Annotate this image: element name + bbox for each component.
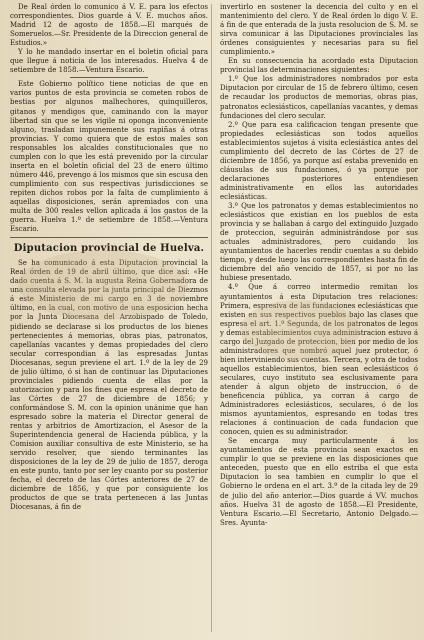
royal-order-closing: De Real órden lo comunico á V. E. para los efectos correspondientes. Dios guarde á V. E. muchos años. Madrid 12 de agosto de 1858.—El marqués de Someruelos.—Sr. Presidente de la Direccion general de Estudios.» [10, 3, 208, 48]
determination-4: 4.º Que á correo intermedio remitan los ayuntamientos á esta Diputacion tres relaciones: Primera, espresiva de las fundaciones eclesiásticas que existen en sus respectivos pueblos bajo las clases que espresa el art. 1.º Segunda, de los patronatos de legos y demas establecimientos cuya administracion estuvo á cargo del Juzgado de proteccion, bien por medio de los administradores que nombró aquel juez protector, ó bien interviniendo sus cuentas. Tercera, y otra de todos aquellos establecimientos, bien sean eclesiásticos ó seculares, cuyo instituto sea esclusivamente para atender á algun objeto de instruccion, ó de beneficencia pública, ya corran á cargo de Administradores eclesiásticos, seculares, ó de los mismos ayuntamientos, espresando en todas tres relaciones á continuacion de cada fundacion que conocen, quien es su administrador. [220, 283, 418, 437]
closing-paragraph: Se encarga muy particularmente á los ayuntamientos de esta provincia sean exactos en cumplir lo que se previene en las disposiciones que anteceden, puesto que en ello estriba el que esta Diputacion lo sea tambien en cumplir lo que el Gobierno le ordena en el art. 3.º de la citada ley de 29 de julio del año anterior.—Dios guarde á VV. muchos años. Huelva 31 de agosto de 1858.—El Presidente, Ventura Escario.—El Secretario, Antonio Delgado.—Sres. Ayunta- [220, 437, 418, 527]
determination-3: 3.º Que los patronatos y demas establecimientos no eclesiásticos que existian en los pueblos de esta provincia y se hallaban á cargo del extinguido Juzgado de proteccion, seguirán administrándose por sus actuales administradores, pero cuidando los ayuntamientos de hacerles rendir cuentas a su debido tiempo, y desde luego las correspondientes hasta fin de diciembre del año vencido de 1857, si por no las hubiese presentado. [220, 202, 418, 283]
royal-order-continued: invertirlo en sostener la decencia del culto y en el mantenimiento del clero. Y de Real órden lo digo V. E. á fin de que enterada de la justa resolucion de S. M. se sirva comunicar á las Diputaciones provinciales las órdenes consiguientes y necesarias para su fiel cumplimiento.» [220, 3, 418, 57]
columns [10, 3, 418, 635]
section-heading: Diputacion provincial de Huelva. [13, 243, 205, 255]
diputacion-royal-order: Se ha comunicado á esta Diputacion provincial la Real órden de 19 de abril último, que dice así: «He dado cuenta á S. M. la augusta Reina Gobernadora de una consulta elevada por la junta principal de Diezmos á este Ministerio de mi cargo en 3 de noviembre último, en la cual, con motivo de una esposicion hecha por la Junta Diocesana del Arzobispado de Toledo, pidiendo se declarase si los productos de los bienes pertenecientes á memorias, obras pias, patronatos, capellanías vacantes y demas propiedades del clero secular correspondian á las espresadas Juntas Diocesanas, segun previene el art. 1.º de la ley de 29 de julio último, ó si han de continuar las Diputaciones provinciales pidiendo cuenta de ellas por la autorizacion y para los fines que espresa el decreto de las Córtes de 27 de diciembre de 1856; y conformándose S. M. con la opinion unánime que han espresado sobre la materia el Director general de rentas y arbitrios de Amortizacion, el Asesor de la Superintendencia general de Hacienda pública, y la Comision auxiliar consultiva de este Ministerio, se ha servido resolver, que siendo terminantes las disposiciones de la ley de 29 de julio de 1857, deroga en este punto, tanto por ser ley cuanto por su posterior fecha, el decreto de las Córtes anteriores de 27 de diciembre de 1856, y que por consiguiente los productos de que se trata pertenecen á las Juntas Diocesanas, á fin de [10, 259, 208, 512]
separator-rule [10, 237, 208, 238]
determinations-intro: En su consecuencia ha acordado esta Diputacion provincial las determinaciones siguientes: [220, 57, 418, 75]
determination-1: 1.º Que los administradores nombrados por esta Diputacion por circular de 15 de febrero último, cesen de recaudar los productos de memorias, obras pias, patronatos eclesiásticos, capellanías vacantes, y demas fundaciones del clero secular. [220, 75, 418, 120]
separator-rule [70, 77, 148, 78]
determination-2: 2.º Que para esa calificacion tengan presente que propiedades eclesiásticas son todos aquellos establecimientos sujetos á visita eclesiástica antes del cumplimiento del decreto de las Córtes de 27 de diciembre de 1856, ya porque así estaba prevenido en cláusulas de sus fundaciones, ó ya porque por declaraciones posteriores entendiesen administrativamente en ellos las autoridades eclesiásticas. [220, 120, 418, 201]
publication-notice: Y lo he mandado insertar en el boletin oficial para que llegue á noticia de los interesados. Huelva 4 de setiembre de 1858.—Ventura Escario. [10, 48, 208, 75]
column-divider [211, 4, 212, 632]
left-column [10, 3, 208, 635]
right-column [220, 3, 418, 635]
robbery-notice: Este Gobierno político tiene noticias de que en varios puntos de esta provincia se cometen robos de bestias por algunos malhechores, quinquilleros, gitanos y mendigos que, caminando con la mayor libertad sin que se les vigile ni oponga inconveniente alguno, trasladan impunemente sus rapiñas á otras provincias. Y como quiera que de estos males son responsables los alcaldes constitucionales que no cumplen con lo que les está prevenido por la circular inserta en el boletín oficial del 23 de enero último número 446, prevengo á los mismos que sin escusa den cumplimiento con sus respectivas jurisdicciones se repiten dichos robos por la falta de cumplimiento á aquellas disposiciones, serán apremiados con una multa de 300 reales vellon aplicada á los gastos de la guerra. Huelva 1.º de setiembre de 1858.—Ventura Escario. [10, 80, 208, 234]
